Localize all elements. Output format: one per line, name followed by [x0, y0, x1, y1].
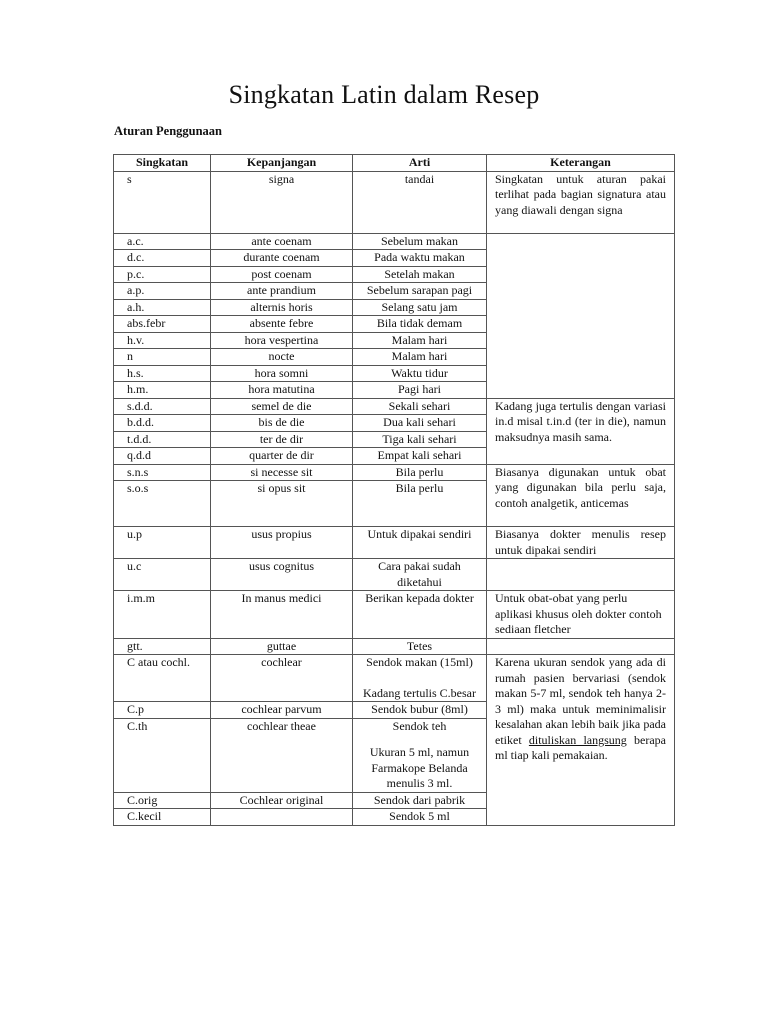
page-title: Singkatan Latin dalam Resep [228, 80, 540, 109]
cell-meaning: Bila tidak demam [353, 316, 487, 333]
cell-note: Singkatan untuk aturan pakai terlihat pada bagian signatura atau yang diawali dengan signa [487, 171, 675, 233]
table-row [114, 638, 675, 655]
cell-abbreviation: a.c. [114, 233, 211, 250]
cell-abbreviation: C.th [114, 718, 211, 792]
cell-note [487, 655, 675, 826]
cell-abbreviation: s.d.d. [114, 398, 211, 415]
table-row [114, 591, 675, 639]
cell-expansion: si necesse sit [211, 464, 353, 481]
cell-abbreviation: h.s. [114, 365, 211, 382]
cell-expansion: absente febre [211, 316, 353, 333]
cell-expansion: hora somni [211, 365, 353, 382]
cell-expansion: durante coenam [211, 250, 353, 267]
cell-meaning: Sebelum makan [353, 233, 487, 250]
cell-expansion: nocte [211, 349, 353, 366]
cell-expansion: si opus sit [211, 481, 353, 527]
cell-expansion: ante coenam [211, 233, 353, 250]
cell-abbreviation: b.d.d. [114, 415, 211, 432]
column-header-keterangan: Keterangan [487, 155, 675, 172]
cell-abbreviation: n [114, 349, 211, 366]
cell-note-empty [487, 233, 675, 398]
cell-abbreviation: a.p. [114, 283, 211, 300]
cell-expansion: quarter de dir [211, 448, 353, 465]
cell-expansion: In manus medici [211, 591, 353, 639]
cell-meaning: Setelah makan [353, 266, 487, 283]
cell-note-empty [487, 638, 675, 655]
cell-expansion: Cochlear original [211, 792, 353, 809]
cell-expansion: hora matutina [211, 382, 353, 399]
cell-abbreviation: gtt. [114, 638, 211, 655]
cell-meaning: Sendok bubur (8ml) [353, 702, 487, 719]
cell-meaning: Cara pakai sudah diketahui [353, 559, 487, 591]
cell-meaning: Waktu tidur [353, 365, 487, 382]
cell-meaning: Malam hari [353, 349, 487, 366]
cell-abbreviation: q.d.d [114, 448, 211, 465]
note-text: berapa ml tiap kali pemakaian. [495, 732, 667, 762]
cell-expansion: ante prandium [211, 283, 353, 300]
cell-expansion: post coenam [211, 266, 353, 283]
meaning-note: Kadang tertulis C.besar [363, 685, 476, 700]
cell-meaning: Tiga kali sehari [353, 431, 487, 448]
column-header-arti: Arti [353, 155, 487, 172]
cell-note-empty [487, 559, 675, 591]
cell-abbreviation: u.p [114, 527, 211, 559]
cell-abbreviation: a.h. [114, 299, 211, 316]
cell-note: Biasanya digunakan untuk obat yang digunakan bila perlu saja, contoh analgetik, anticemas [487, 464, 675, 527]
cell-abbreviation: abs.febr [114, 316, 211, 333]
table-row [114, 233, 675, 250]
cell-meaning: tandai [353, 171, 487, 233]
table-header-row [114, 155, 675, 172]
cell-meaning: Bila perlu [353, 464, 487, 481]
cell-expansion: semel de die [211, 398, 353, 415]
cell-meaning: Tetes [353, 638, 487, 655]
cell-note: Biasanya dokter menulis resep untuk dipakai sendiri [487, 527, 675, 559]
meaning-main: Sendok teh [392, 718, 447, 733]
cell-meaning: Empat kali sehari [353, 448, 487, 465]
cell-abbreviation: C.kecil [114, 809, 211, 826]
cell-abbreviation: h.v. [114, 332, 211, 349]
cell-meaning: Dua kali sehari [353, 415, 487, 432]
cell-expansion: cochlear parvum [211, 702, 353, 719]
table-row [114, 559, 675, 591]
spacer [356, 734, 483, 745]
table-row [114, 655, 675, 702]
cell-expansion: cochlear [211, 655, 353, 702]
cell-expansion: ter de dir [211, 431, 353, 448]
cell-expansion: signa [211, 171, 353, 233]
table-row [114, 171, 675, 233]
cell-abbreviation: h.m. [114, 382, 211, 399]
abbreviation-table [113, 154, 675, 826]
cell-note: Untuk obat-obat yang perlu aplikasi khusus oleh dokter contoh sediaan fletcher [487, 591, 675, 639]
column-header-kepanjangan: Kepanjangan [211, 155, 353, 172]
meaning-main: Sendok makan (15ml) [366, 655, 473, 669]
cell-expansion [211, 809, 353, 826]
table-row [114, 527, 675, 559]
cell-meaning [353, 655, 487, 702]
cell-expansion: bis de die [211, 415, 353, 432]
cell-abbreviation: d.c. [114, 250, 211, 267]
note-underlined: dituliskan langsung [528, 732, 627, 747]
cell-meaning: Malam hari [353, 332, 487, 349]
spacer [356, 671, 483, 686]
cell-expansion: alternis horis [211, 299, 353, 316]
cell-meaning: Berikan kepada dokter [353, 591, 487, 639]
cell-meaning: Sendok 5 ml [353, 809, 487, 826]
cell-abbreviation: s [114, 171, 211, 233]
cell-expansion: usus cognitus [211, 559, 353, 591]
cell-meaning: Sekali sehari [353, 398, 487, 415]
cell-meaning: Sendok dari pabrik [353, 792, 487, 809]
cell-meaning: Bila perlu [353, 481, 487, 527]
cell-expansion: guttae [211, 638, 353, 655]
note-text: Karena ukuran sendok yang ada di rumah pasien bervariasi (sendok makan 5-7 ml, sendok teh hanya 2-3 ml) maka untuk meminimalisir kesalahan akan lebih baik jika pada etiket [495, 655, 666, 747]
cell-expansion: hora vespertina [211, 332, 353, 349]
cell-meaning [353, 718, 487, 792]
cell-meaning: Pagi hari [353, 382, 487, 399]
cell-abbreviation: C.orig [114, 792, 211, 809]
table-row [114, 398, 675, 415]
cell-abbreviation: p.c. [114, 266, 211, 283]
cell-abbreviation: u.c [114, 559, 211, 591]
cell-abbreviation: s.n.s [114, 464, 211, 481]
cell-abbreviation: C atau cochl. [114, 655, 211, 702]
cell-abbreviation: t.d.d. [114, 431, 211, 448]
section-heading: Aturan Penggunaan [114, 124, 223, 138]
cell-abbreviation: s.o.s [114, 481, 211, 527]
table-row [114, 464, 675, 481]
cell-expansion: cochlear theae [211, 718, 353, 792]
cell-abbreviation: C.p [114, 702, 211, 719]
cell-expansion: usus propius [211, 527, 353, 559]
cell-note: Kadang juga tertulis dengan variasi in.d misal t.in.d (ter in die), namun maksudnya masih sama. [487, 398, 675, 464]
cell-meaning: Pada waktu makan [353, 250, 487, 267]
cell-abbreviation: i.m.m [114, 591, 211, 639]
column-header-singkatan: Singkatan [114, 155, 211, 172]
cell-meaning: Sebelum sarapan pagi [353, 283, 487, 300]
cell-meaning: Selang satu jam [353, 299, 487, 316]
cell-meaning: Untuk dipakai sendiri [353, 527, 487, 559]
meaning-note: Ukuran 5 ml, namun Farmakope Belanda menulis 3 ml. [369, 745, 470, 790]
